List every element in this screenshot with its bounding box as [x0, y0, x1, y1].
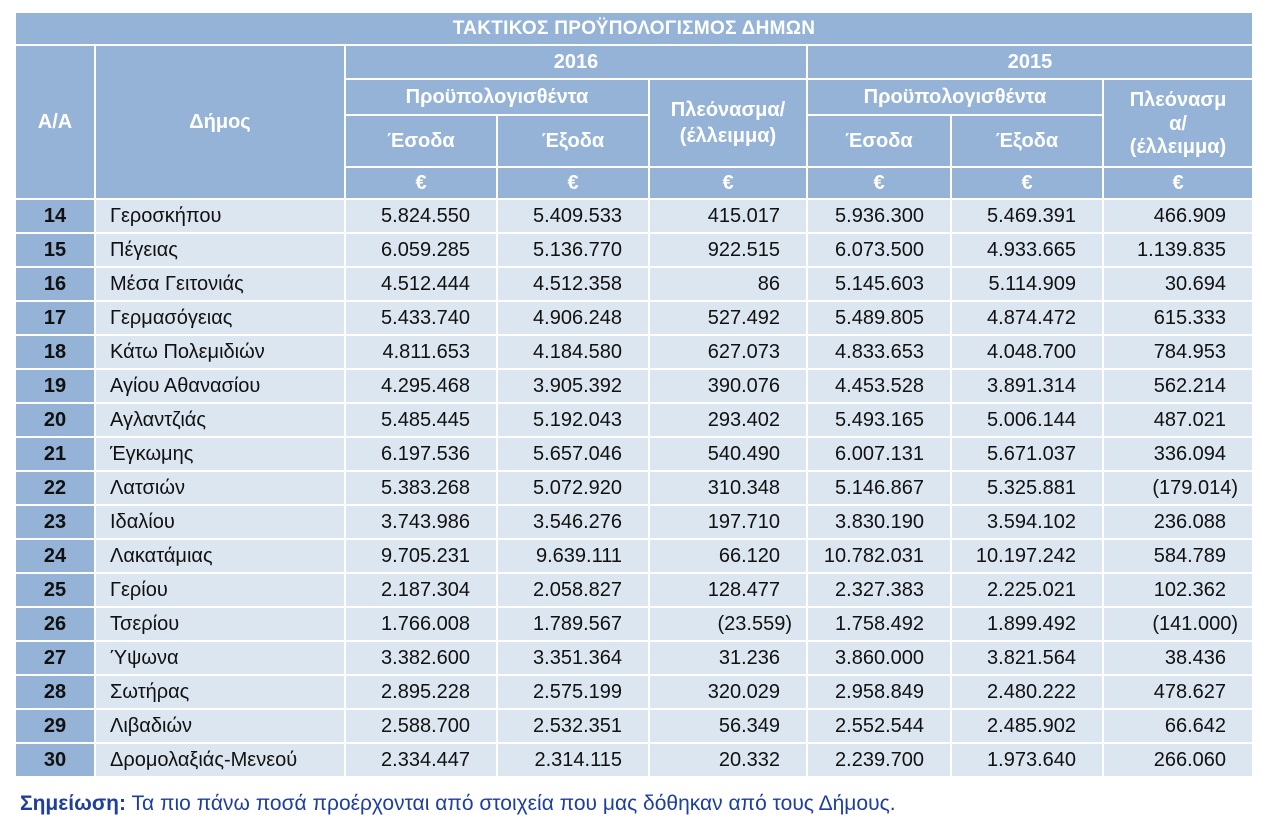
cell-aa: 25: [16, 574, 94, 606]
cell-aa: 20: [16, 404, 94, 436]
cell-aa: 26: [16, 608, 94, 640]
cell-dimos: Τσερίου: [96, 608, 344, 640]
table-row: [16, 608, 1252, 640]
cell-income-2015: 5.493.165: [808, 404, 950, 436]
table-row: [16, 370, 1252, 402]
cell-income-2016: 4.295.468: [346, 370, 496, 402]
cell-income-2015: 5.489.805: [808, 302, 950, 334]
cell-surplus-2015: 38.436: [1104, 642, 1252, 674]
cell-income-2015: 1.758.492: [808, 608, 950, 640]
cell-surplus-2016: 56.349: [650, 710, 806, 742]
cell-income-2016: 6.059.285: [346, 234, 496, 266]
cell-dimos: Ύψωνα: [96, 642, 344, 674]
cell-surplus-2015: 615.333: [1104, 302, 1252, 334]
cell-surplus-2016: 540.490: [650, 438, 806, 470]
cell-income-2016: 3.382.600: [346, 642, 496, 674]
cell-income-2015: 3.860.000: [808, 642, 950, 674]
cell-surplus-2015: 266.060: [1104, 744, 1252, 776]
cell-income-2015: 5.146.867: [808, 472, 950, 504]
cell-expenses-2016: 1.789.567: [498, 608, 648, 640]
table-row: [16, 438, 1252, 470]
cell-aa: 14: [16, 200, 94, 232]
cell-dimos: Γερίου: [96, 574, 344, 606]
cell-aa: 18: [16, 336, 94, 368]
cell-expenses-2015: 5.006.144: [952, 404, 1102, 436]
cell-income-2016: 3.743.986: [346, 506, 496, 538]
header-euro-expenses-2016: €: [498, 168, 648, 198]
cell-expenses-2016: 4.906.248: [498, 302, 648, 334]
cell-dimos: Γερμασόγειας: [96, 302, 344, 334]
cell-surplus-2015: 236.088: [1104, 506, 1252, 538]
cell-dimos: Κάτω Πολεμιδιών: [96, 336, 344, 368]
cell-expenses-2015: 2.480.222: [952, 676, 1102, 708]
cell-income-2016: 6.197.536: [346, 438, 496, 470]
cell-dimos: Σωτήρας: [96, 676, 344, 708]
cell-surplus-2015: (141.000): [1104, 608, 1252, 640]
table-row: [16, 302, 1252, 334]
table-row: [16, 234, 1252, 266]
table-row: [16, 540, 1252, 572]
cell-aa: 21: [16, 438, 94, 470]
header-euro-surplus-2016: €: [650, 168, 806, 198]
cell-dimos: Μέσα Γειτονιάς: [96, 268, 344, 300]
header-euro-income-2016: €: [346, 168, 496, 198]
cell-surplus-2016: 627.073: [650, 336, 806, 368]
cell-surplus-2016: 31.236: [650, 642, 806, 674]
cell-surplus-2015: 1.139.835: [1104, 234, 1252, 266]
cell-surplus-2015: (179.014): [1104, 472, 1252, 504]
cell-expenses-2015: 2.485.902: [952, 710, 1102, 742]
cell-aa: 17: [16, 302, 94, 334]
cell-expenses-2015: 4.933.665: [952, 234, 1102, 266]
table-row: [16, 744, 1252, 776]
cell-expenses-2016: 9.639.111: [498, 540, 648, 572]
table-row: [16, 336, 1252, 368]
cell-dimos: Έγκωμης: [96, 438, 344, 470]
table-row: [16, 472, 1252, 504]
cell-aa: 16: [16, 268, 94, 300]
cell-expenses-2016: 3.351.364: [498, 642, 648, 674]
table-body: [16, 200, 1252, 776]
footnote-text: Τα πιο πάνω ποσά προέρχονται από στοιχεία που μας δόθηκαν από τους Δήμους.: [126, 792, 896, 815]
cell-dimos: Γεροσκήπου: [96, 200, 344, 232]
cell-income-2015: 2.958.849: [808, 676, 950, 708]
cell-surplus-2015: 336.094: [1104, 438, 1252, 470]
cell-aa: 27: [16, 642, 94, 674]
header-surplus-2015-line1: Πλεόνασμ: [1129, 89, 1227, 111]
cell-expenses-2016: 2.058.827: [498, 574, 648, 606]
cell-income-2015: 3.830.190: [808, 506, 950, 538]
cell-aa: 24: [16, 540, 94, 572]
budget-table: [14, 11, 1254, 778]
table-row: [16, 710, 1252, 742]
cell-expenses-2016: 2.532.351: [498, 710, 648, 742]
cell-surplus-2016: 66.120: [650, 540, 806, 572]
table-row: [16, 506, 1252, 538]
header-euro-income-2015: €: [808, 168, 950, 198]
cell-income-2016: 1.766.008: [346, 608, 496, 640]
cell-dimos: Λατσιών: [96, 472, 344, 504]
cell-dimos: Πέγειας: [96, 234, 344, 266]
header-euro-expenses-2015: €: [952, 168, 1102, 198]
cell-dimos: Αγίου Αθανασίου: [96, 370, 344, 402]
cell-surplus-2016: 390.076: [650, 370, 806, 402]
cell-expenses-2015: 4.048.700: [952, 336, 1102, 368]
cell-expenses-2016: 5.136.770: [498, 234, 648, 266]
table-row: [16, 676, 1252, 708]
footnote-label: Σημείωση:: [20, 792, 127, 815]
table-title: ΤΑΚΤΙΚΟΣ ΠΡΟΫΠΟΛΟΓΙΣΜΟΣ ΔΗΜΩΝ: [16, 13, 1252, 44]
cell-income-2016: 5.824.550: [346, 200, 496, 232]
cell-surplus-2015: 478.627: [1104, 676, 1252, 708]
cell-surplus-2016: 197.710: [650, 506, 806, 538]
cell-surplus-2016: 310.348: [650, 472, 806, 504]
cell-income-2015: 6.073.500: [808, 234, 950, 266]
header-euro-surplus-2015: €: [1104, 168, 1252, 198]
cell-aa: 22: [16, 472, 94, 504]
header-surplus-2016-text: Πλεόνασμα/ (έλλειμμα): [670, 99, 786, 147]
cell-income-2015: 2.239.700: [808, 744, 950, 776]
cell-dimos: Αγλαντζιάς: [96, 404, 344, 436]
header-budgeted-2016: Προϋπολογισθέντα: [346, 80, 648, 114]
footnote: [20, 792, 896, 816]
cell-expenses-2016: 5.409.533: [498, 200, 648, 232]
cell-dimos: Δρομολαξιάς-Μενεού: [96, 744, 344, 776]
cell-income-2015: 2.552.544: [808, 710, 950, 742]
cell-income-2015: 4.833.653: [808, 336, 950, 368]
cell-aa: 23: [16, 506, 94, 538]
cell-expenses-2016: 2.575.199: [498, 676, 648, 708]
cell-dimos: Ιδαλίου: [96, 506, 344, 538]
table-row: [16, 200, 1252, 232]
cell-income-2015: 10.782.031: [808, 540, 950, 572]
cell-aa: 29: [16, 710, 94, 742]
cell-income-2015: 2.327.383: [808, 574, 950, 606]
cell-expenses-2015: 10.197.242: [952, 540, 1102, 572]
cell-expenses-2015: 5.114.909: [952, 268, 1102, 300]
cell-surplus-2016: 86: [650, 268, 806, 300]
header-surplus-2015: [1104, 80, 1252, 166]
cell-expenses-2016: 4.184.580: [498, 336, 648, 368]
cell-expenses-2015: 5.469.391: [952, 200, 1102, 232]
cell-expenses-2016: 2.314.115: [498, 744, 648, 776]
header-expenses-2016: Έξοδα: [498, 116, 648, 166]
cell-income-2016: 5.383.268: [346, 472, 496, 504]
header-income-2015: Έσοδα: [808, 116, 950, 166]
cell-income-2016: 2.187.304: [346, 574, 496, 606]
cell-surplus-2015: 66.642: [1104, 710, 1252, 742]
table-row: [16, 574, 1252, 606]
cell-income-2016: 4.512.444: [346, 268, 496, 300]
cell-expenses-2015: 2.225.021: [952, 574, 1102, 606]
cell-expenses-2015: 4.874.472: [952, 302, 1102, 334]
cell-surplus-2015: 487.021: [1104, 404, 1252, 436]
cell-income-2016: 5.485.445: [346, 404, 496, 436]
cell-surplus-2016: 293.402: [650, 404, 806, 436]
cell-income-2015: 6.007.131: [808, 438, 950, 470]
cell-expenses-2015: 3.891.314: [952, 370, 1102, 402]
budget-table-container: [16, 11, 1252, 778]
cell-aa: 28: [16, 676, 94, 708]
cell-surplus-2015: 466.909: [1104, 200, 1252, 232]
cell-income-2016: 2.334.447: [346, 744, 496, 776]
cell-income-2015: 5.145.603: [808, 268, 950, 300]
cell-expenses-2016: 3.905.392: [498, 370, 648, 402]
cell-expenses-2016: 5.072.920: [498, 472, 648, 504]
table-row: [16, 642, 1252, 674]
header-income-2016: Έσοδα: [346, 116, 496, 166]
table-row: [16, 268, 1252, 300]
cell-income-2016: 5.433.740: [346, 302, 496, 334]
cell-surplus-2015: 102.362: [1104, 574, 1252, 606]
cell-income-2016: 4.811.653: [346, 336, 496, 368]
cell-surplus-2015: 562.214: [1104, 370, 1252, 402]
cell-surplus-2015: 30.694: [1104, 268, 1252, 300]
table-row: [16, 404, 1252, 436]
cell-expenses-2015: 5.671.037: [952, 438, 1102, 470]
cell-income-2015: 5.936.300: [808, 200, 950, 232]
header-budgeted-2015: Προϋπολογισθέντα: [808, 80, 1102, 114]
cell-surplus-2015: 784.953: [1104, 336, 1252, 368]
cell-expenses-2015: 1.973.640: [952, 744, 1102, 776]
cell-surplus-2016: 922.515: [650, 234, 806, 266]
cell-income-2016: 2.588.700: [346, 710, 496, 742]
cell-surplus-2016: 527.492: [650, 302, 806, 334]
cell-expenses-2015: 3.821.564: [952, 642, 1102, 674]
cell-surplus-2016: (23.559): [650, 608, 806, 640]
header-aa: Α/Α: [16, 46, 94, 198]
cell-expenses-2016: 3.546.276: [498, 506, 648, 538]
cell-surplus-2015: 584.789: [1104, 540, 1252, 572]
cell-surplus-2016: 128.477: [650, 574, 806, 606]
cell-income-2016: 2.895.228: [346, 676, 496, 708]
cell-income-2015: 4.453.528: [808, 370, 950, 402]
cell-aa: 19: [16, 370, 94, 402]
header-dimos: Δήμος: [96, 46, 344, 198]
cell-dimos: Λιβαδιών: [96, 710, 344, 742]
cell-expenses-2015: 3.594.102: [952, 506, 1102, 538]
cell-dimos: Λακατάμιας: [96, 540, 344, 572]
cell-aa: 15: [16, 234, 94, 266]
cell-income-2016: 9.705.231: [346, 540, 496, 572]
cell-expenses-2016: 5.657.046: [498, 438, 648, 470]
header-surplus-2016: [650, 80, 806, 166]
header-year-2016: 2016: [346, 46, 806, 78]
cell-expenses-2015: 1.899.492: [952, 608, 1102, 640]
cell-expenses-2016: 5.192.043: [498, 404, 648, 436]
cell-surplus-2016: 20.332: [650, 744, 806, 776]
header-expenses-2015: Έξοδα: [952, 116, 1102, 166]
header-surplus-2015-line2: α/: [1169, 113, 1187, 135]
cell-surplus-2016: 320.029: [650, 676, 806, 708]
header-surplus-2015-line3: (έλλειμμα): [1129, 136, 1227, 158]
cell-expenses-2015: 5.325.881: [952, 472, 1102, 504]
cell-expenses-2016: 4.512.358: [498, 268, 648, 300]
header-year-2015: 2015: [808, 46, 1252, 78]
cell-aa: 30: [16, 744, 94, 776]
cell-surplus-2016: 415.017: [650, 200, 806, 232]
